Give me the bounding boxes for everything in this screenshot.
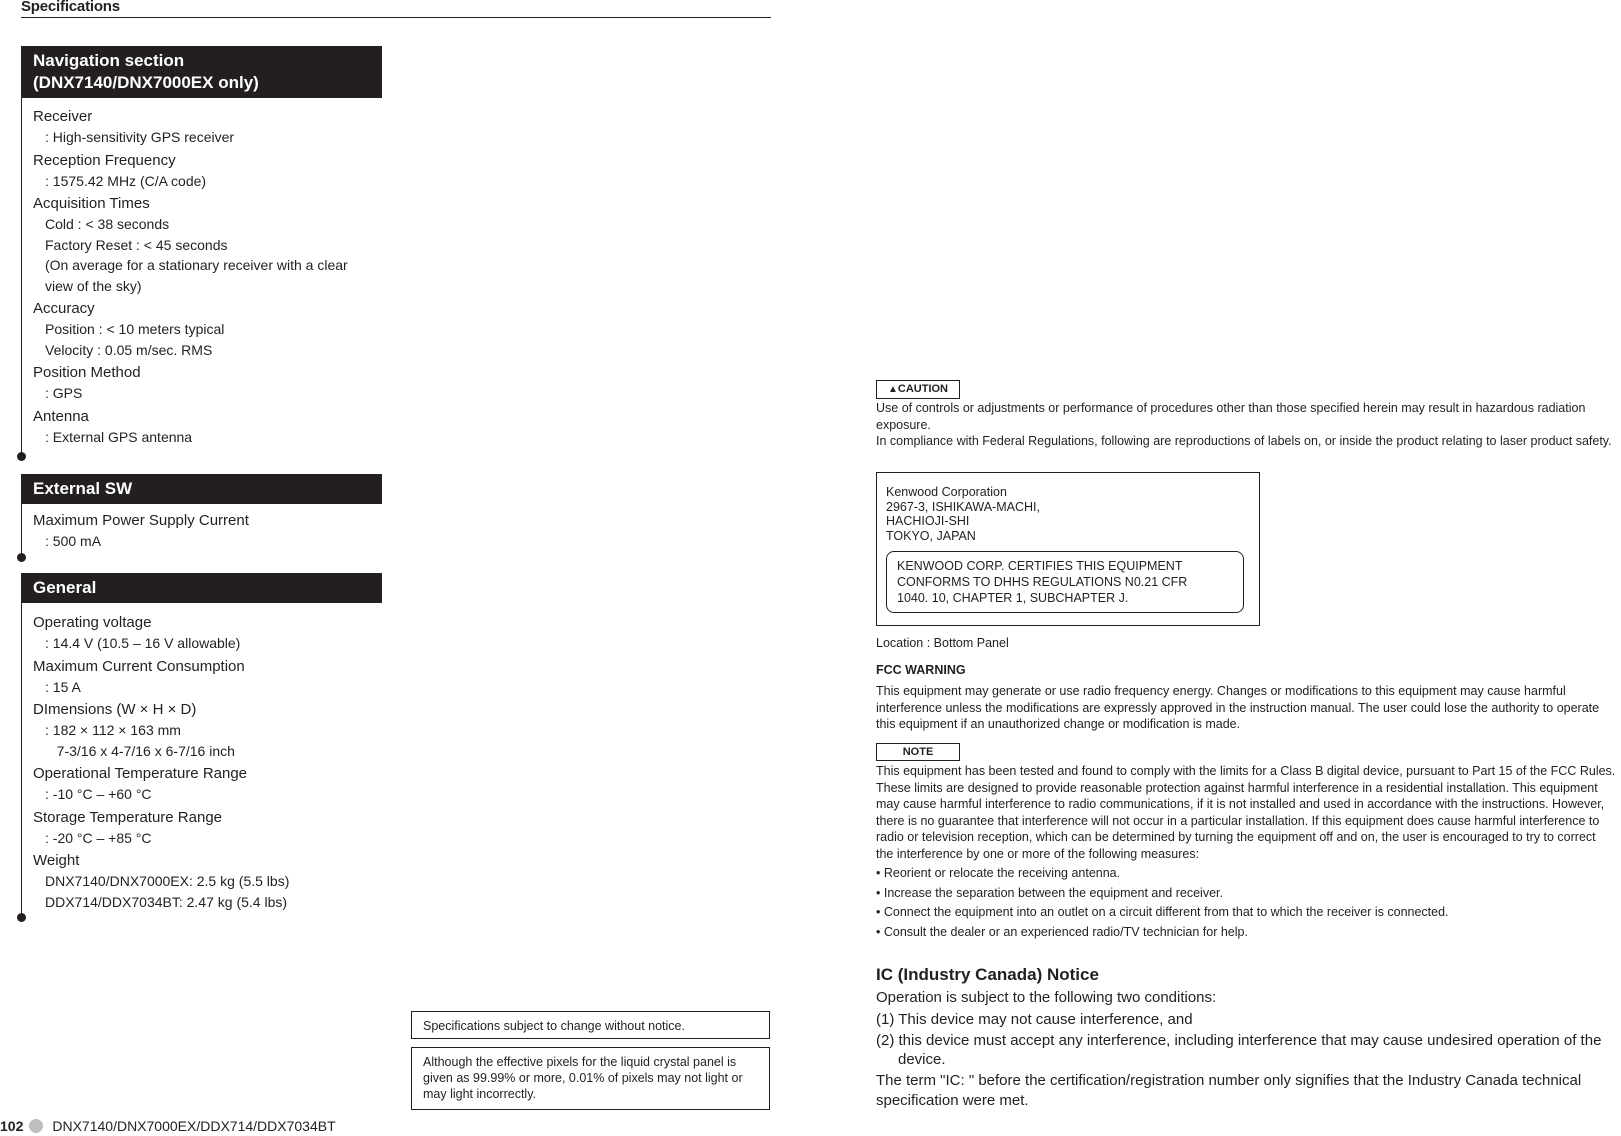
spec-value: (On average for a stationary receiver with a clear: [45, 257, 348, 273]
spec-item: [33, 700, 383, 761]
page-footer: [0, 1118, 336, 1134]
caution-text: [876, 400, 1621, 450]
spec-value: Position : < 10 meters typical: [45, 321, 225, 337]
spec-list-general: [33, 610, 383, 914]
spec-value: : External GPS antenna: [45, 428, 193, 445]
section-end-dot: [17, 452, 26, 461]
label-address-line: TOKYO, JAPAN: [886, 528, 976, 543]
spec-item: [33, 851, 383, 912]
spec-label: DImensions (W × H × D): [33, 701, 197, 718]
spec-value: DNX7140/DNX7000EX: 2.5 kg (5.5 lbs): [45, 873, 290, 889]
caution-paragraph: In compliance with Federal Regulations, following are reproductions of labels on, or inside the product relating to laser product safety.: [876, 434, 1612, 448]
note-bullet: • Increase the separation between the equipment and receiver.: [876, 885, 1223, 900]
note-bullet: • Connect the equipment into an outlet on a circuit different from that to which the receiver is connected.: [876, 905, 1449, 919]
ic-condition: (2) this device must accept any interference, including interference that may cause undesired operation of the device.: [876, 1032, 1602, 1068]
fcc-warning-title: FCC WARNING: [876, 663, 966, 677]
caution-label: [876, 380, 960, 399]
laser-product-label: [876, 472, 1260, 626]
section-end-dot: [17, 553, 26, 562]
note-bullet: • Consult the dealer or an experienced radio/TV technician for help.: [876, 924, 1248, 939]
section-rule: [21, 502, 22, 558]
section-heading-navigation: [21, 46, 382, 98]
spec-label: Maximum Current Consumption: [33, 657, 245, 675]
footer-dot-icon: [29, 1119, 43, 1133]
spec-item: [33, 107, 383, 148]
spec-item: [33, 764, 383, 805]
section-heading-line: Navigation section: [33, 51, 185, 70]
spec-value: DDX714/DDX7034BT: 2.47 kg (5.4 lbs): [45, 893, 288, 910]
spec-value: : 14.4 V (10.5 – 16 V allowable): [45, 635, 241, 651]
note-section: [876, 763, 1616, 940]
label-address-line: Kenwood Corporation: [886, 485, 1007, 499]
spec-value: : 500 mA: [45, 533, 102, 549]
spec-value: : 15 A: [45, 678, 81, 695]
section-heading-line: (DNX7140/DNX7000EX only): [33, 73, 259, 92]
note-label: NOTE: [876, 743, 960, 761]
warning-triangle-icon: ▲: [887, 384, 898, 395]
spec-list-external-sw: [33, 508, 383, 554]
label-location: Location : Bottom Panel: [876, 636, 1009, 650]
certification-line: 1040. 10, CHAPTER 1, SUBCHAPTER J.: [897, 591, 1129, 605]
spec-item: [33, 407, 383, 448]
spec-value: : -20 °C – +85 °C: [45, 829, 152, 846]
spec-item: [33, 194, 383, 296]
certification-box: [886, 551, 1244, 613]
spec-value: : GPS: [45, 385, 83, 401]
note-text: This equipment has been tested and found to comply with the limits for a Class B digital device, pursuant to Part 15 of the FCC Rules. These limits are designed to provide reasonable protection against harmful interference in a residential installation. This equipment may cause harmful interference to radio communications, if it is not installed and used in accordance with the instructions. However, there is no guarantee that interference will not occur in a particular installation. If this equipment does cause harmful interference to radio or television reception, which can be determined by turning the equipment off and on, the user is encouraged to try to correct the interference by one or more of the following measures:: [876, 764, 1616, 861]
ic-notice-title: IC (Industry Canada) Notice: [876, 965, 1099, 984]
spec-value: view of the sky): [45, 277, 142, 294]
spec-label: Storage Temperature Range: [33, 808, 223, 826]
spec-item: [33, 657, 383, 698]
spec-item: [33, 511, 383, 552]
spec-label: Accuracy: [33, 300, 95, 317]
section-heading-general: General: [21, 573, 382, 603]
spec-label: Reception Frequency: [33, 151, 176, 169]
certification-line: KENWOOD CORP. CERTIFIES THIS EQUIPMENT: [897, 559, 1183, 573]
label-address-line: HACHIOJI-SHI: [886, 514, 970, 528]
spec-label: Weight: [33, 852, 80, 869]
caution-paragraph: Use of controls or adjustments or performance of procedures other than those specified herein may result in hazardous radiation exposure.: [876, 401, 1586, 432]
footer-models: DNX7140/DNX7000EX/DDX714/DDX7034BT: [52, 1118, 336, 1134]
spec-label: Operating voltage: [33, 614, 152, 631]
spec-label: Antenna: [33, 407, 89, 425]
spec-item: [33, 613, 383, 654]
note-bullet: • Reorient or relocate the receiving antenna.: [876, 866, 1121, 880]
page-header-title: Specifications: [21, 0, 120, 15]
spec-item: [33, 299, 383, 360]
section-rule: [21, 601, 22, 917]
spec-value: 7-3/16 x 4-7/16 x 6-7/16 inch: [45, 742, 235, 759]
spec-item: [33, 808, 383, 849]
spec-value: : High-sensitivity GPS receiver: [45, 129, 235, 145]
pixel-notice: Although the effective pixels for the liquid crystal panel is given as 99.99% or more, 0.01% of pixels may not light or may light incorrectly.: [411, 1047, 770, 1110]
ic-intro: Operation is subject to the following two conditions:: [876, 989, 1217, 1006]
spec-value: Velocity : 0.05 m/sec. RMS: [45, 341, 213, 358]
spec-value: : -10 °C – +60 °C: [45, 786, 152, 802]
spec-list-navigation: [33, 104, 383, 449]
certification-line: CONFORMS TO DHHS REGULATIONS N0.21 CFR: [897, 575, 1188, 589]
spec-item: [33, 363, 383, 404]
header-rule: [21, 17, 771, 18]
ic-condition: (1) This device may not cause interference, and: [876, 1011, 1193, 1028]
fcc-warning-text: This equipment may generate or use radio frequency energy. Changes or modifications to this equipment may cause harmful interference unless the modifications are expressly approved in the instruction manual. The user could lose the authority to operate this equipment if an unauthorized change or modification is made.: [876, 684, 1600, 731]
spec-label: Receiver: [33, 108, 93, 125]
ic-notice: [876, 965, 1616, 1111]
spec-value: : 1575.42 MHz (C/A code): [45, 172, 207, 189]
spec-label: Position Method: [33, 364, 141, 381]
section-heading-external-sw: External SW: [21, 474, 382, 504]
section-rule: [21, 98, 22, 456]
label-address-line: 2967-3, ISHIKAWA-MACHI,: [886, 499, 1040, 514]
spec-value: Cold : < 38 seconds: [45, 216, 170, 232]
spec-label: Operational Temperature Range: [33, 765, 248, 782]
spec-item: [33, 151, 383, 192]
page-number: 102: [0, 1118, 24, 1134]
spec-value: : 182 × 112 × 163 mm: [45, 722, 181, 738]
spec-label: Acquisition Times: [33, 195, 150, 212]
section-end-dot: [17, 913, 26, 922]
caution-label-text: CAUTION: [897, 383, 948, 395]
ic-term: The term "IC: " before the certification/registration number only signifies that the Industry Canada technical specification were met.: [876, 1072, 1582, 1109]
spec-change-notice: Specifications subject to change without notice.: [411, 1011, 770, 1039]
spec-value: Factory Reset : < 45 seconds: [45, 236, 228, 253]
spec-label: Maximum Power Supply Current: [33, 512, 249, 529]
